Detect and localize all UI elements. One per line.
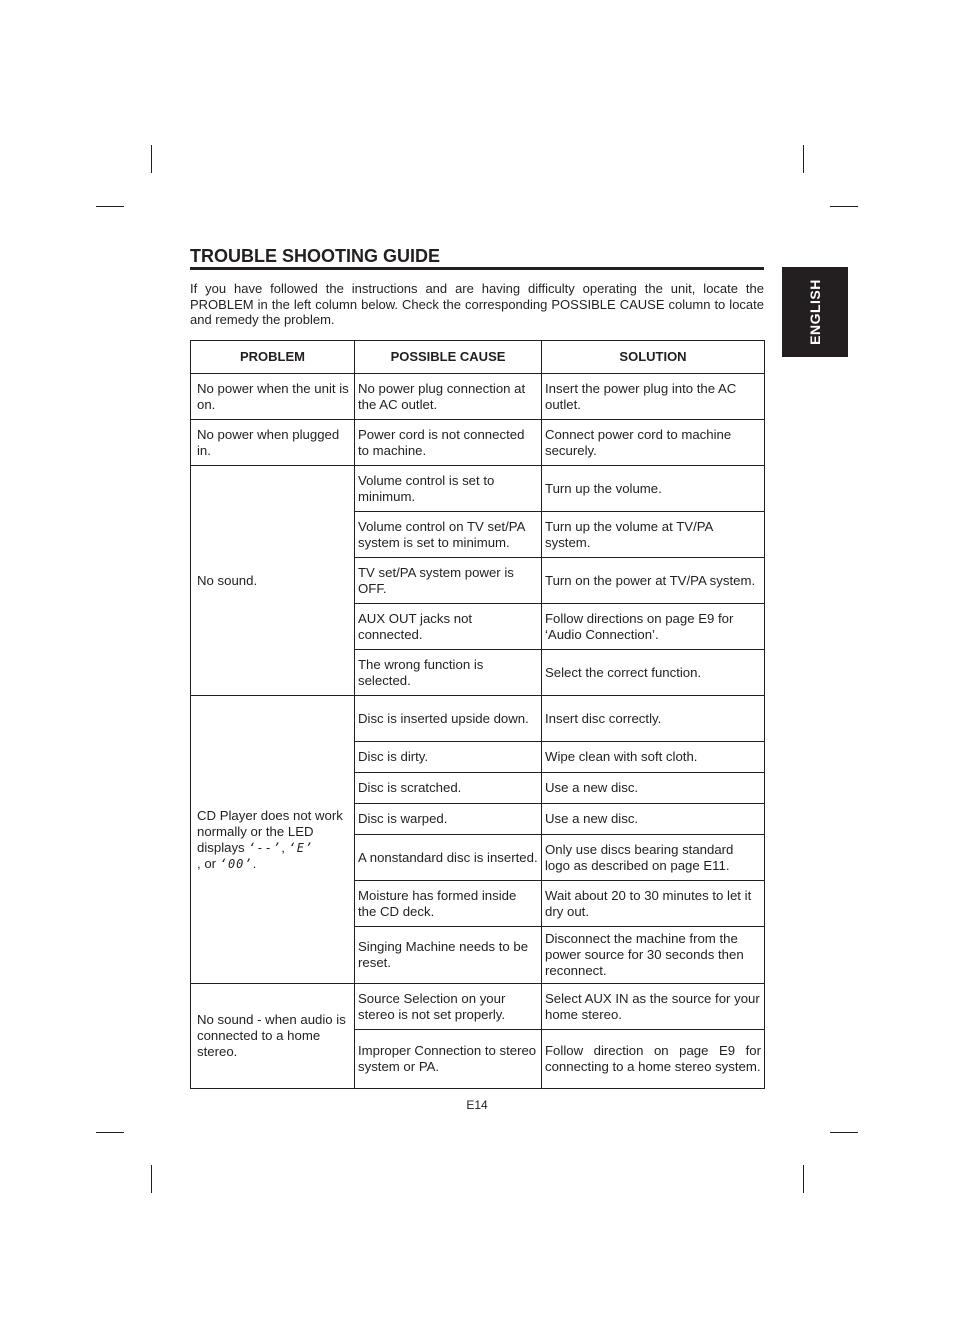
led-code-dashes: ‘--’ bbox=[248, 840, 282, 855]
solution-cell: Select the correct function. bbox=[542, 650, 765, 696]
cause-cell: Improper Connection to stereo system or PA. bbox=[355, 1030, 542, 1089]
solution-cell: Wipe clean with soft cloth. bbox=[542, 742, 765, 773]
problem-cell-cd-player bbox=[191, 696, 355, 984]
table-row bbox=[191, 420, 765, 466]
cause-cell: Volume control on TV set/PA system is set to minimum. bbox=[355, 512, 542, 558]
intro-paragraph: If you have followed the instructions and are having difficulty operating the unit, locate the PROBLEM in the left column below. Check the corresponding POSSIBLE CAUSE column to locate and remedy the problem. bbox=[190, 281, 764, 327]
problem-cell: No power when the unit is on. bbox=[191, 374, 355, 420]
title-underline bbox=[190, 267, 764, 270]
crop-mark bbox=[96, 1132, 124, 1133]
solution-cell: Connect power cord to machine securely. bbox=[542, 420, 765, 466]
crop-mark bbox=[830, 206, 858, 207]
cause-cell: Volume control is set to minimum. bbox=[355, 466, 542, 512]
crop-mark bbox=[151, 145, 152, 173]
cause-cell: Source Selection on your stereo is not set properly. bbox=[355, 984, 542, 1030]
table-row bbox=[191, 984, 765, 1030]
problem-cell: No power when plugged in. bbox=[191, 420, 355, 466]
solution-cell: Only use discs bearing standard logo as described on page E11. bbox=[542, 835, 765, 881]
solution-cell: Turn up the volume. bbox=[542, 466, 765, 512]
crop-mark bbox=[803, 1165, 804, 1193]
cause-cell: Disc is inserted upside down. bbox=[355, 696, 542, 742]
cause-cell: No power plug connection at the AC outlet. bbox=[355, 374, 542, 420]
cause-cell: The wrong function is selected. bbox=[355, 650, 542, 696]
cause-cell: TV set/PA system power is OFF. bbox=[355, 558, 542, 604]
page-title: TROUBLE SHOOTING GUIDE bbox=[190, 246, 441, 266]
led-code-zero-zero: ‘00’ bbox=[219, 856, 253, 871]
crop-mark bbox=[96, 206, 124, 207]
header-problem: PROBLEM bbox=[191, 341, 355, 374]
cause-cell: Power cord is not connected to machine. bbox=[355, 420, 542, 466]
page-number: E14 bbox=[466, 1098, 488, 1112]
solution-cell: Follow directions on page E9 for ‘Audio Connection’. bbox=[542, 604, 765, 650]
crop-mark bbox=[803, 145, 804, 173]
solution-cell: Wait about 20 to 30 minutes to let it dry out. bbox=[542, 881, 765, 927]
solution-cell: Insert disc correctly. bbox=[542, 696, 765, 742]
solution-cell: Turn up the volume at TV/PA system. bbox=[542, 512, 765, 558]
cause-cell: AUX OUT jacks not connected. bbox=[355, 604, 542, 650]
cause-cell: Singing Machine needs to be reset. bbox=[355, 927, 542, 984]
cause-cell: Disc is warped. bbox=[355, 804, 542, 835]
table-row bbox=[191, 374, 765, 420]
separator-text: , bbox=[281, 839, 285, 855]
cause-cell: Moisture has formed inside the CD deck. bbox=[355, 881, 542, 927]
solution-cell: Select AUX IN as the source for your home stereo. bbox=[542, 984, 765, 1030]
header-possible-cause: POSSIBLE CAUSE bbox=[355, 341, 542, 374]
solution-cell: Follow direction on page E9 for connecting to a home stereo system. bbox=[542, 1030, 765, 1089]
solution-cell: Use a new disc. bbox=[542, 773, 765, 804]
solution-cell: Turn on the power at TV/PA system. bbox=[542, 558, 765, 604]
solution-cell: Disconnect the machine from the power source for 30 seconds then reconnect. bbox=[542, 927, 765, 984]
end-text: . bbox=[252, 855, 257, 871]
problem-cell: No sound. bbox=[191, 466, 355, 696]
table-row bbox=[191, 696, 765, 742]
language-tab bbox=[782, 267, 848, 357]
led-code-e: ‘E’ bbox=[288, 840, 314, 855]
crop-mark bbox=[830, 1132, 858, 1133]
table-row bbox=[191, 466, 765, 512]
problem-cell: No sound - when audio is connected to a home stereo. bbox=[191, 984, 355, 1089]
problem-text: CD Player does not work normally or the LED displays bbox=[197, 807, 343, 855]
crop-mark bbox=[151, 1165, 152, 1193]
solution-cell: Insert the power plug into the AC outlet. bbox=[542, 374, 765, 420]
language-tab-label: ENGLISH bbox=[806, 279, 823, 345]
table-header-row bbox=[191, 341, 765, 374]
header-solution: SOLUTION bbox=[542, 341, 765, 374]
or-text: , or bbox=[197, 855, 217, 871]
cause-cell: Disc is dirty. bbox=[355, 742, 542, 773]
cause-cell: Disc is scratched. bbox=[355, 773, 542, 804]
cause-cell: A nonstandard disc is inserted. bbox=[355, 835, 542, 881]
troubleshooting-table bbox=[190, 340, 765, 1089]
solution-cell: Use a new disc. bbox=[542, 804, 765, 835]
